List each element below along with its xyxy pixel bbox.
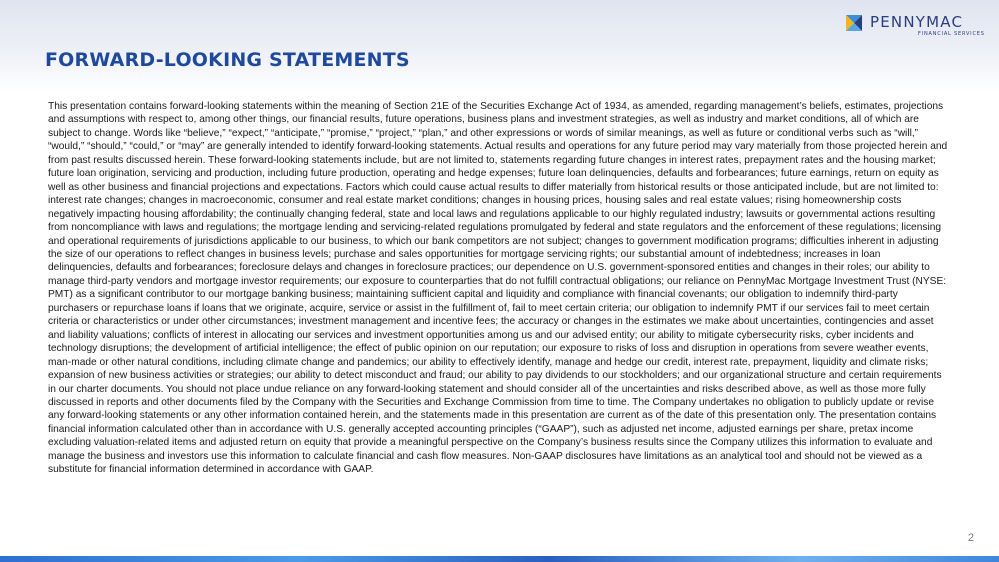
logo-wordmark: PENNYMAC bbox=[870, 13, 964, 31]
page-title: FORWARD-LOOKING STATEMENTS bbox=[45, 49, 410, 71]
logo-tagline: FINANCIAL SERVICES bbox=[918, 31, 985, 37]
company-logo bbox=[846, 13, 986, 39]
page-number: 2 bbox=[967, 532, 974, 544]
pennymac-logo-mark-icon bbox=[846, 15, 862, 31]
forward-looking-statements-text: This presentation contains forward-looking statements within the meaning of Section 21E of the Securities Exchange Act of 1934, as amended, regarding management’s beliefs, estimates, projections and assumptions with respect to, among other things, our financial results, future operations, business plans and investment strategies, as well as industry and market conditions, all of which are subject to change. Words like “believe,” “expect,” “anticipate,” “promise,” “project,” “plan,” and other expressions or words of similar meanings, as well as future or conditional verbs such as “will,” “would,” “should,” “could,” or “may” are generally intended to identify forward-looking statements. Actual results and operations for any future period may vary materially from those projected herein and from past results discussed herein. These forward-looking statements include, but are not limited to, statements regarding future changes in interest rates, prepayment rates and the housing market; future loan origination, servicing and production, including future production, operating and hedge expenses; future loan delinquencies, defaults and forbearances; future earnings, return on equity as well as other business and financial projections and expectations. Factors which could cause actual results to differ materially from historical results or those anticipated include, but are not limited to: interest rate changes; changes in macroeconomic, consumer and real estate market conditions; changes in housing prices, housing sales and real estate values; rising homeownership costs negatively impacting housing affordability; the continually changing federal, state and local laws and regulations applicable to our highly regulated industry; lawsuits or governmental actions resulting from noncompliance with laws and regulations; the mortgage lending and servicing-related regulations promulgated by federal and state regulators and the enforcement of these regulations; licensing and operational requirements of jurisdictions applicable to our business, to which our bank competitors are not subject; changes to government modification programs; difficulties inherent in adjusting the size of our operations to reflect changes in business levels; purchase and sales opportunities for mortgage servicing rights; our substantial amount of indebtedness; increases in loan delinquencies, defaults and forbearances; foreclosure delays and changes in foreclosure practices; our dependence on U.S. government-sponsored entities and changes in their roles; our ability to manage third-party vendors and mortgage investor requirements; our exposure to counterparties that do not fulfill contractual obligations; our reliance on PennyMac Mortgage Investment Trust (NYSE: PMT) as a significant contributor to our mortgage banking business; maintaining sufficient capital and liquidity and compliance with financial covenants; our obligation to indemnify third-party purchasers or repurchase loans if loans that we originate, acquire, service or assist in the fulfillment of, fail to meet certain criteria; our obligation to indemnify PMT if our services fail to meet certain criteria or characteristics or under other circumstances; investment management and incentive fees; the accuracy or changes in the estimates we make about uncertainties, contingencies and asset and liability valuations; conflicts of interest in allocating our services and investment opportunities among us and our advised entity; our ability to mitigate cybersecurity risks, cyber incidents and technology disruptions; the development of artificial intelligence; the effect of public opinion on our reputation; our exposure to risks of loss and disruption in operations from severe weather events, man-made or other natural conditions, including climate change and pandemics; our ability to effectively identify, manage and hedge our credit, interest rate, prepayment, liquidity and climate risks; expansion of new business activities or strategies; our ability to detect misconduct and fraud; our ability to pay dividends to our stockholders; and our organizational structure and certain requirements in our charter documents. You should not place undue reliance on any forward-looking statement and should consider all of the uncertainties and risks described above, as well as those more fully discussed in reports and other documents filed by the Company with the Securities and Exchange Commission from time to time. The Company undertakes no obligation to publicly update or revise any forward-looking statements or any other information contained herein, and the statements made in this presentation are current as of the date of this presentation only. The presentation contains financial information calculated other than in accordance with U.S. generally accepted accounting principles (“GAAP”), such as adjusted net income, adjusted earnings per share, pretax income excluding valuation-related items and adjusted return on equity that provide a meaningful perspective on the Company’s business results since the Company utilizes this information to evaluate and manage the business and investors use this information to calculate financial and cash flow measures. Non-GAAP disclosures have limitations as an analytical tool and should not be viewed as a substitute for financial information determined in accordance with GAAP. bbox=[48, 101, 948, 476]
bottom-accent-bar bbox=[0, 556, 999, 562]
